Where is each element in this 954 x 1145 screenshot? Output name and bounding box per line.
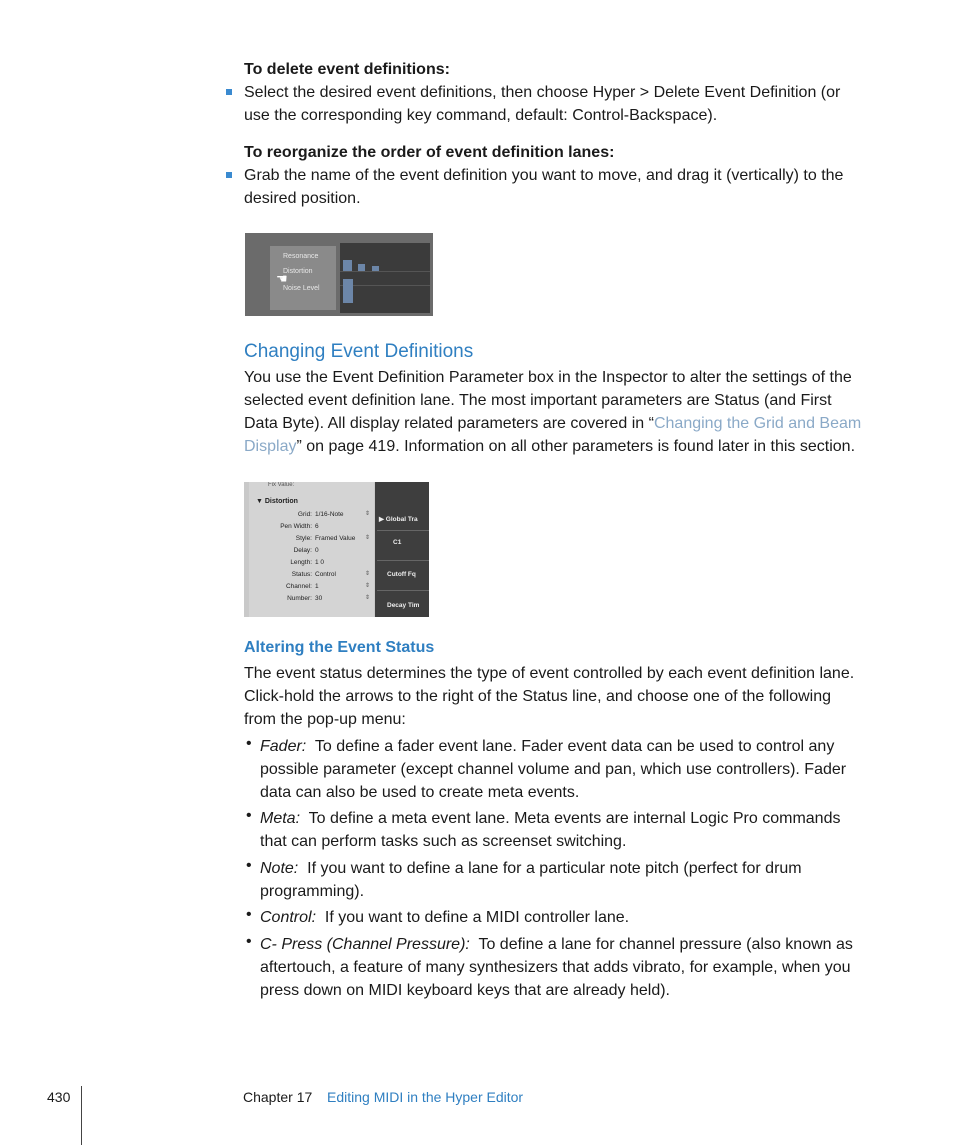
chapter-label: Chapter 17 — [243, 1089, 313, 1105]
altering-heading: Altering the Event Status — [244, 639, 435, 656]
altering-line3: from the pop-up menu: — [244, 711, 406, 728]
updown-arrow-icon[interactable]: ⇕ — [364, 571, 370, 577]
event-bar — [358, 264, 365, 271]
meta-line2: that can perform tasks such as screenset switching. — [260, 833, 627, 850]
bullet-dot-icon: • — [246, 933, 252, 950]
lane-label-noise-level: Noise Level — [283, 285, 320, 292]
event-bar — [343, 279, 353, 303]
lane-divider — [340, 285, 430, 286]
side-divider — [377, 530, 429, 531]
note-line2: programming). — [260, 883, 365, 900]
meta-term: Meta: — [260, 810, 301, 827]
control-term: Control: — [260, 909, 317, 926]
reorganize-heading: To reorganize the order of event definition lanes: — [244, 144, 615, 161]
cpress-term: C- Press (Channel Pressure): — [260, 936, 470, 953]
param-row-channel[interactable]: Channel: 1 ⇕ — [285, 583, 370, 590]
lane-label-distortion: Distortion — [283, 268, 313, 275]
lane-grid — [340, 243, 430, 313]
event-bar — [343, 260, 352, 271]
changing-line3-text: Data Byte). All display related parameters are covered in “ — [244, 415, 654, 432]
bullet-square-icon — [226, 89, 232, 95]
param-row-number[interactable]: Number: 30 ⇕ — [287, 595, 370, 602]
changing-line3 — [244, 412, 861, 435]
fader-line2: possible parameter (except channel volume and pan, which use controllers). Fader — [260, 761, 847, 778]
updown-arrow-icon[interactable]: ⇕ — [364, 511, 370, 517]
footer-divider — [81, 1086, 82, 1145]
side-divider — [377, 590, 429, 591]
updown-arrow-icon[interactable]: ⇕ — [364, 595, 370, 601]
event-definition-inspector-screenshot — [244, 482, 429, 617]
bullet-square-icon — [226, 172, 232, 178]
page-number: 430 — [47, 1089, 71, 1105]
delete-instruction-line1: Select the desired event definitions, then choose Hyper > Delete Event Definition (or — [244, 84, 841, 101]
cpress-line3: press down on MIDI keyboard keys that are already held). — [260, 982, 670, 999]
delete-heading: To delete event definitions: — [244, 61, 450, 78]
bullet-dot-icon: • — [246, 807, 252, 824]
side-label-cutoff: Cutoff Fq — [387, 571, 416, 578]
lane-list-panel — [375, 482, 429, 617]
param-row-pen-width[interactable]: Pen Width: 6 — [280, 523, 319, 530]
altering-line2: Click-hold the arrows to the right of the Status line, and choose one of the following — [244, 688, 832, 705]
param-row-style[interactable]: Style: Framed Value ⇕ — [295, 535, 370, 542]
changing-line2: selected event definition lane. The most important parameters are Status (and First — [244, 392, 832, 409]
changing-line4-text: ” on page 419. Information on all other parameters is found later in this section. — [296, 438, 856, 455]
lane-drag-screenshot — [245, 233, 433, 316]
updown-arrow-icon[interactable]: ⇕ — [364, 535, 370, 541]
grid-beam-link[interactable]: Changing the Grid and Beam — [653, 415, 862, 432]
cpress-line2: aftertouch, a feature of many synthesizers that adds vibrato, for example, when you — [260, 959, 851, 976]
bullet-dot-icon: • — [246, 857, 252, 874]
bullet-dot-icon: • — [246, 735, 252, 752]
param-row-status[interactable]: Status: Control ⇕ — [291, 571, 370, 578]
changing-line1: You use the Event Definition Parameter box in the Inspector to alter the settings of the — [244, 369, 852, 386]
param-row-length[interactable]: Length: 1 0 — [290, 559, 325, 566]
reorganize-instruction-line1: Grab the name of the event definition you want to move, and drag it (vertically) to the — [244, 167, 844, 184]
changing-line4 — [244, 435, 855, 458]
altering-line1: The event status determines the type of event controlled by each event definition lane. — [244, 665, 855, 682]
note-term: Note: — [260, 860, 299, 877]
lane-label-resonance: Resonance — [283, 253, 319, 260]
grid-beam-link-cont[interactable]: Display — [244, 438, 297, 455]
fader-line3: data can also be used to create meta events. — [260, 784, 580, 801]
meta-line1: Meta: To define a meta event lane. Meta events are internal Logic Pro commands — [260, 810, 841, 827]
fader-line1: Fader: To define a fader event lane. Fader event data can be used to control any — [260, 738, 835, 755]
distortion-group-header: ▼ Distortion — [256, 498, 298, 505]
changing-heading: Changing Event Definitions — [244, 341, 474, 362]
side-label-decay: Decay Tim — [387, 602, 420, 609]
param-row-delay[interactable]: Delay: 0 — [293, 547, 319, 554]
chapter-title-link[interactable]: Editing MIDI in the Hyper Editor — [327, 1089, 524, 1105]
fader-term: Fader: — [260, 738, 307, 755]
param-row-grid[interactable]: Grid: 1/16-Note ⇕ — [297, 511, 370, 518]
bullet-dot-icon: • — [246, 906, 252, 923]
delete-instruction-line2: use the corresponding key command, default: Control-Backspace). — [244, 107, 718, 124]
side-divider — [377, 560, 429, 561]
note-line1: Note: If you want to define a lane for a particular note pitch (perfect for drum — [260, 860, 802, 877]
control-line1: Control: If you want to define a MIDI controller lane. — [260, 909, 630, 926]
hand-cursor-icon: ☚ — [276, 271, 288, 286]
updown-arrow-icon[interactable]: ⇕ — [364, 583, 370, 589]
event-bar — [372, 266, 379, 271]
side-label-global: ▶ Global Tra — [379, 516, 418, 523]
side-label-c1: C1 — [393, 539, 402, 546]
reorganize-instruction-line2: desired position. — [244, 190, 361, 207]
cpress-line1: C- Press (Channel Pressure): To define a lane for channel pressure (also known as — [260, 936, 853, 953]
lane-divider — [340, 271, 430, 272]
fix-value-label: Fix Value: — [268, 482, 295, 488]
